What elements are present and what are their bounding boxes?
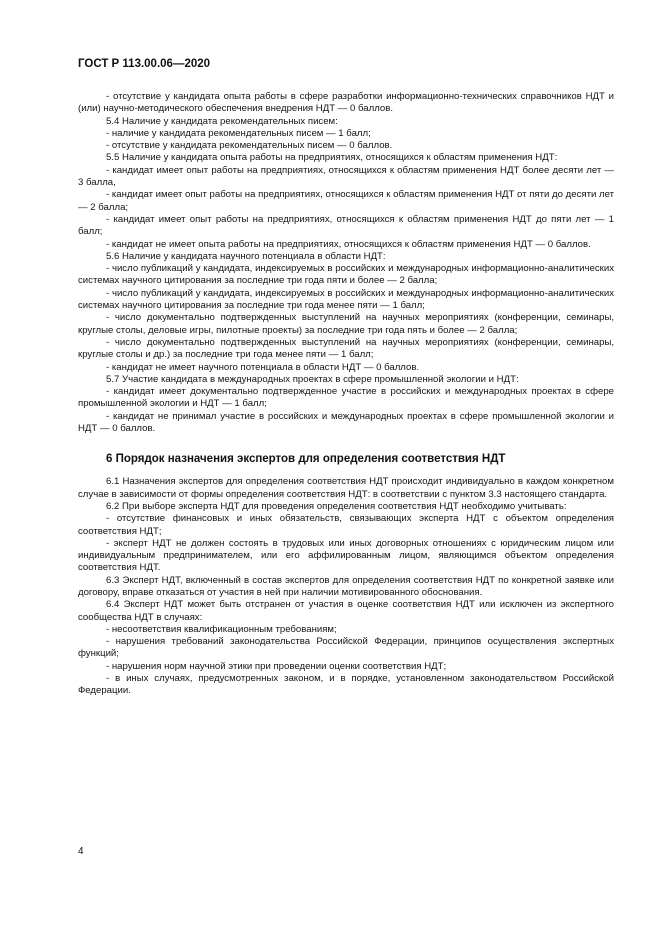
document-body <box>78 91 614 698</box>
paragraph: 6.1 Назначения экспертов для определения соответствия НДТ происходит индивидуально в каждом конкретном случае в зависимости от формы определения соответствия НДТ: в соответствии с пунктом 3.3 настоящего стандарта. <box>78 476 614 500</box>
paragraph: 5.6 Наличие у кандидата научного потенциала в области НДТ: <box>106 250 386 262</box>
page-number: 4 <box>78 846 84 857</box>
paragraph: - кандидат не имеет опыта работы на предприятиях, относящихся к областям применения НДТ — 0 баллов. <box>106 238 591 250</box>
paragraph: - число публикаций у кандидата, индексируемых в российских и международных информационно-аналитических системах научного цитирования за последние три года менее пяти — 1 балл; <box>78 287 614 312</box>
paragraph: - в иных случаях, предусмотренных законом, и в порядке, установленном законодательством Российской Федерации. <box>78 673 614 697</box>
paragraph: 6.4 Эксперт НДТ может быть отстранен от участия в оценке соответствия НДТ или исключен из экспертного сообщества НДТ в случаях: <box>78 599 614 623</box>
paragraph: 6.3 Эксперт НДТ, включенный в состав экспертов для определения соответствия НДТ по конкретной заявке или договору, вправе отказаться от участия в ней при наличии мотивированного обоснования. <box>78 574 614 598</box>
paragraph: - кандидат имеет опыт работы на предприятиях, относящихся к областям применения НДТ от пяти до десяти лет — 2 балла; <box>78 189 614 213</box>
paragraph: 5.4 Наличие у кандидата рекомендательных писем: <box>106 115 338 127</box>
paragraph: - кандидат не принимал участие в российских и международных проектах в сфере промышленной экологии и НДТ — 0 баллов. <box>78 410 614 435</box>
paragraph: - эксперт НДТ не должен состоять в трудовых или иных договорных отношениях с юридическим лицом или индивидуальным предпринимателем, или его аффилированным лицом, являющимся объектом определения соответствия НДТ. <box>78 537 614 574</box>
paragraph: - кандидат имеет опыт работы на предприятиях, относящихся к областям применения НДТ более десяти лет — 3 балла, <box>78 164 614 189</box>
section-6-body <box>78 476 614 697</box>
paragraph: - отсутствие финансовых и иных обязательств, связывающих эксперта НДТ с объектом определения соответствия НДТ; <box>78 513 614 537</box>
paragraph: - число документально подтвержденных выступлений на научных мероприятиях (конференции, семинары, круглые столы и др.) за последние три года менее пяти — 1 балл; <box>78 336 614 361</box>
paragraph: - кандидат имеет опыт работы на предприятиях, относящихся к областям применения НДТ до пяти лет — 1 балл; <box>78 213 614 238</box>
paragraph: - нарушения норм научной этики при проведении оценки соответствия НДТ; <box>106 660 447 672</box>
section-5-continuation <box>78 91 614 435</box>
paragraph: - отсутствие у кандидата опыта работы в сфере разработки информационно-технических справочников НДТ и (или) научно-методического обеспечения внедрения НДТ — 0 баллов. <box>78 91 614 115</box>
paragraph: - нарушения требований законодательства Российской Федерации, принципов осуществления экспертных функций; <box>78 636 614 660</box>
section-6-title: 6 Порядок назначения экспертов для определения соответствия НДТ <box>106 453 506 466</box>
paragraph: - наличие у кандидата рекомендательных писем — 1 балл; <box>106 127 371 139</box>
paragraph: 5.7 Участие кандидата в международных проектах в сфере промышленной экологии и НДТ: <box>106 373 519 385</box>
paragraph: - отсутствие у кандидата рекомендательных писем — 0 баллов. <box>106 140 393 152</box>
paragraph: - несоответствия квалификационным требованиям; <box>106 623 337 635</box>
paragraph: - кандидат не имеет научного потенциала в области НДТ — 0 баллов. <box>106 361 420 373</box>
paragraph: 5.5 Наличие у кандидата опыта работы на предприятиях, относящихся к областям применения НДТ: <box>106 152 558 164</box>
paragraph: - кандидат имеет документально подтвержденное участие в российских и международных проектах в сфере промышленной экологии и НДТ — 1 балл; <box>78 386 614 410</box>
paragraph: - число публикаций у кандидата, индексируемых в российских и международных информационно-аналитических системах научного цитирования за последние три года пяти и более — 2 балла; <box>78 263 614 287</box>
paragraph: - число документально подтвержденных выступлений на научных мероприятиях (конференции, семинары, круглые столы, деловые игры, пилотные проекты) за последние три года пять и более — 2 балла; <box>78 312 614 336</box>
document-code-header: ГОСТ Р 113.00.06—2020 <box>78 58 211 70</box>
paragraph: 6.2 При выборе эксперта НДТ для проведения определения соответствия НДТ необходимо учитывать: <box>106 500 567 512</box>
